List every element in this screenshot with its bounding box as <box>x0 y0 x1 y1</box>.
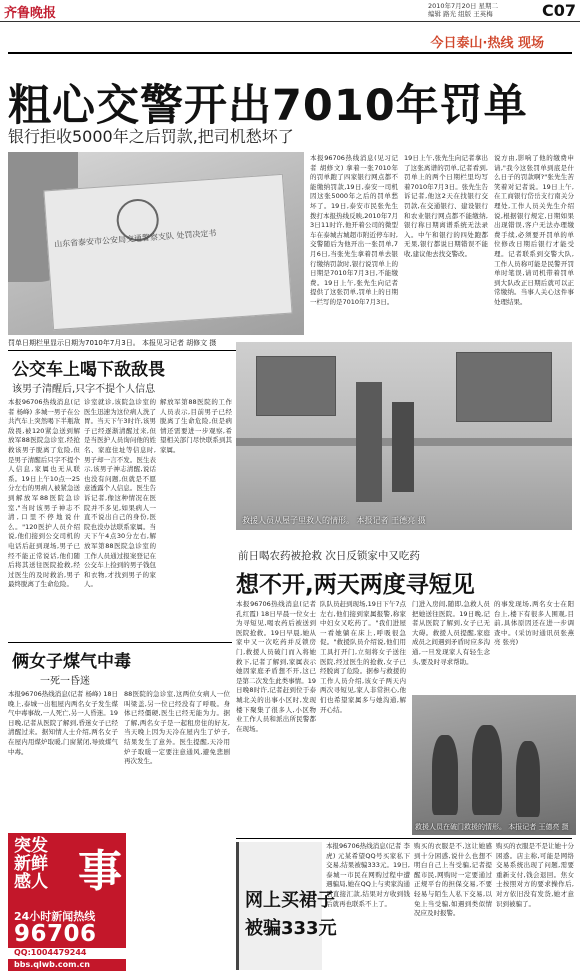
newspaper-logo: 齐鲁晚报 <box>4 6 57 21</box>
section-label: 今日泰山·热线 现场 <box>430 36 544 51</box>
story3-headline: 想不开,两天两度寻短见 <box>236 572 475 598</box>
story4-subheadline: 一死一昏迷 <box>40 676 90 687</box>
story5-headline-line-1: 网上买裙子 <box>245 890 335 911</box>
story2-column-2: 诊室就诊,该院急诊室的医生迅速为这位病人洗了胃。当天下午3时许,该男子已经逐渐清醒过来,但是当医护人员询问他的姓名、家庭住址等信息时,男子却一言不发。医生表示,该男子神志清醒,说话也没有问题,但就是不愿意透露个人信息。医生告诉记者,像这种情况在医院并不多见,如果病人一直不说出自己的身份,医院也没办法联系家属。当天下午4点30分左右,解放军第88医院急诊室的工作人员通过报案登记在公交车上捡到的男子钱包和衣物,才找到男子的家人。 <box>84 398 156 589</box>
story5-headline-line-2: 被骗333元 <box>245 918 337 939</box>
rescuer-figure <box>356 382 382 502</box>
rescuer-figure <box>392 402 414 492</box>
story3-column-2: 队队员赶到现场,19日下午7点左右,他们接到家属报警,称家中妇女又吃药了。"我们进屋一看她躺在床上,呼吸很急促。"救援队员介绍说,他们用工具打开门,立刻将女子送往医院,经过医生的抢救,女子已经脱离了危险。据参与救援的工作人员介绍,该女子两天内两次寻短见,家人非常担心,他们也希望家属多与她沟通,解开心结。 <box>320 600 406 714</box>
top-divider <box>8 52 572 54</box>
story3-kicker: 前日喝农药被抢救 次日反锁家中又吃药 <box>238 550 420 562</box>
lead-subheadline: 银行拒收5000年之后罚款,把司机愁坏了 <box>8 127 294 146</box>
story3-photo-caption: 救援人员在破门救援的情形。 本报记者 王德亮 摄 <box>415 823 569 831</box>
issue-date: 2010年7月20日 星期二 <box>428 2 499 10</box>
story2-subheadline: 该男子清醒后,只字不提个人信息 <box>12 384 156 395</box>
story2-column-3: 解放军第88医院的工作人员表示,目前男子已经脱离了生命危险,但是病情还需要进一步观察,希望相关部门尽快联系到其家属。 <box>160 398 232 454</box>
lead-column-1: 本报96706热线消息(见习记者 胡修文) 拿着一张7010年的罚单跑了四家银行网点都不能缴纳罚款,19日,泰安一司机因这张5000年之后的罚单愁坏了。19日,泰安市民张先生拨打本报热线反映,2010年7月3日11时许,他开着公司的微型车在泰城古城超市附近停车时,交警随后为他开出一张罚单,7月6日,当张先生拿着罚单去银行缴纳罚款时,银行说罚单上的日期是7010年7月3日,不能缴费。19日上午,张先生向记者提供了这张罚单,罚单上的日期一栏写的是7010年7月3日。 <box>310 154 398 306</box>
story5-headline-box <box>236 842 337 970</box>
dateline <box>428 2 498 18</box>
window-shape <box>256 356 336 416</box>
promo-line-2: 新鲜 <box>14 854 48 874</box>
lead-headline: 粗心交警开出7010年罚单 <box>8 81 528 131</box>
hotline-number: 96706 <box>14 921 97 947</box>
story3-column-4: 的事发现场,两名女士在阳台上,楼下有很多人围观,目前,具体原因还在进一步调查中。(采访时通讯员张燕亮 张亮) <box>494 600 574 647</box>
person-figure <box>516 741 540 817</box>
story5-column-2: 购买的衣服是不,这让她感到十分困惑,说什么也想不明白自己上当受骗,记者提醒市民,网购时一定要通过正规平台的担保交易,不要轻易与陌生人私下交易,以免上当受骗,如遇到类似情况应及时报警。 <box>414 842 492 918</box>
left-divider <box>8 642 232 643</box>
hotline-promo <box>8 833 126 971</box>
story4-column-1: 本报96706热线消息(记者 杨峰) 18日晚上,泰城一出租屋内两名女子发生煤气中毒事故,一人死亡,另一人昏迷。19日晚,记者从医院了解到,昏迷女子已经清醒过来。据知情人士介绍,两名女子在屋内用煤炉取暖,门窗紧闭,导致煤气中毒。 <box>8 690 118 756</box>
story2-photo-caption: 救援人员从屋子里救人的情形。 本报记者 王德亮 摄 <box>242 516 426 525</box>
story3-column-1: 本报96706热线消息(记者 孔红霞) 18日早晨一位女士为寻短见,喝农药后被送到医院抢救。19日早晨,她从家中又一次吃药并反锁房门,救援人员破门而入将她救下,记者了解到,家属表示她因家庭矛盾想不开,这已是第二次发生此类事情。19日晚8时许,记者赶到位于泰城北关的出事小区时,发现楼下聚集了很多人,小区物业工作人员和派出所民警都在现场。 <box>236 600 316 733</box>
rescue-scene-photo <box>412 695 576 835</box>
promo-character: 事 <box>78 846 122 897</box>
hotline-label: 24小时新闻热线 <box>14 910 96 923</box>
person-figure <box>472 725 502 815</box>
story5-column-1: 本报96706热线消息(记者 李虎) 元某希望QQ号买家私下交易,结果被骗333元。19日,泰城一市民在网购过程中遭遇骗局,她在QQ上与卖家沟通后直接汇款,结果对方收到钱后就再也联系不上了。 <box>326 842 410 908</box>
promo-slogan <box>14 837 48 891</box>
editors-line: 编辑 路光 组版 王英梅 <box>428 10 493 18</box>
lead-column-2: 19日上午,张先生向记者拿出了这张离谱的罚单,记者看到,罚单上的两个日期栏里均写着7010年7月3日。张先生告诉记者,他这2天在找银行交罚款,在交通银行、建设银行和农业银行网点都不能缴纳,银行称日期离谱系统无法录入。中午和银行的四处跑都无果,银行都说日期错误不能收,建议他去找交警改。 <box>404 154 488 258</box>
section-bar <box>0 28 580 50</box>
masthead <box>0 0 580 22</box>
story2-column-1: 本报96706热线消息(记者 杨峰) 多城一男子在公共汽车上突然喝下半瓶敌敌畏,被120紧急送到解放军88医院急诊室,经抢救该男子脱离了危险,但是男子清醒后只字不提个人信息,家属也无从联系。19日上午10点一25分左右的男病人被紧急送到解放军88医院急诊室,"当时该男子神志不清,口里不停地说什么。"120医护人员介绍说,他们接到公交司机的电话后赶到现场,男子已经不能正常说话,他们随后将其送往医院抢救,经过医生的及时救治,男子最终脱离了生命危险。 <box>8 398 80 589</box>
ticket-sheet-title: 山东省泰安市公安局交通警察支队 处罚决定书 <box>53 228 217 249</box>
building-rescue-photo <box>236 342 572 530</box>
ticket-sheet <box>43 174 292 330</box>
story4-headline: 俩女子煤气中毒 <box>12 652 131 672</box>
bottom-divider <box>236 838 572 839</box>
lead-photo-caption: 罚单日期栏里显示日期为7010年7月3日。 本报见习记者 胡修文 摄 <box>8 339 217 347</box>
promo-line-3: 感人 <box>14 872 48 892</box>
qq-number: QQ:1004479244 <box>8 948 126 959</box>
lead-column-3: 说方由,影响了他的缴费申请,"我今这张罚单到底是什么日子的罚款啊?"张先生苦笑着对记者说。19日上午,在工商银行岱岳支行南关分理处,工作人员关先生介绍说,根据银行规定,日期如果出现错误,客户无法办理缴费手续,必须要开罚单的单位修改日期后银行才能受理。记者联系到交警大队,工作人员称可能是民警开罚单时笔误,请司机带着罚单到大队改正日期后就可以正常缴纳。当事人关心这件事处理结果。 <box>494 154 574 306</box>
person-figure <box>432 735 458 815</box>
story2-headline: 公交车上喝下敌敌畏 <box>12 360 165 380</box>
forum-url: bbs.qlwb.com.cn <box>14 960 90 969</box>
ticket-photo <box>8 152 304 335</box>
story4-column-2: 88医院的急诊室,这两位女病人一位叫梁盖,另一位已经没有了呼吸。身体已经僵硬,医生已经无能为力。据了解,两名女子是一起租房住的好友,当天晚上因为天冷在屋内生了炉子,结果发生了意外。医生提醒,天冷用炉子取暖一定要注意通风,避免悲剧再次发生。 <box>124 690 230 766</box>
story3-column-3: 门进入房间,随即,急救人员把她送往医院。19日晚,记者从医院了解到,女子已无大碍。救援人员提醒,家庭成员之间遇到矛盾时应多沟通,一旦发现家人有轻生念头,要及时寻求帮助。 <box>412 600 490 666</box>
story5-column-3: 购买的衣服是不是让她十分困惑。店主称,可能是网络交易系统出现了问题,需要重新支付,钱会退回。焦女士按照对方的要求操作后,对方依旧没有发货,她才意识到被骗了。 <box>496 842 574 908</box>
promo-line-1: 突发 <box>14 836 48 856</box>
page-number: C07 <box>541 1 576 20</box>
window-shape <box>456 352 552 422</box>
